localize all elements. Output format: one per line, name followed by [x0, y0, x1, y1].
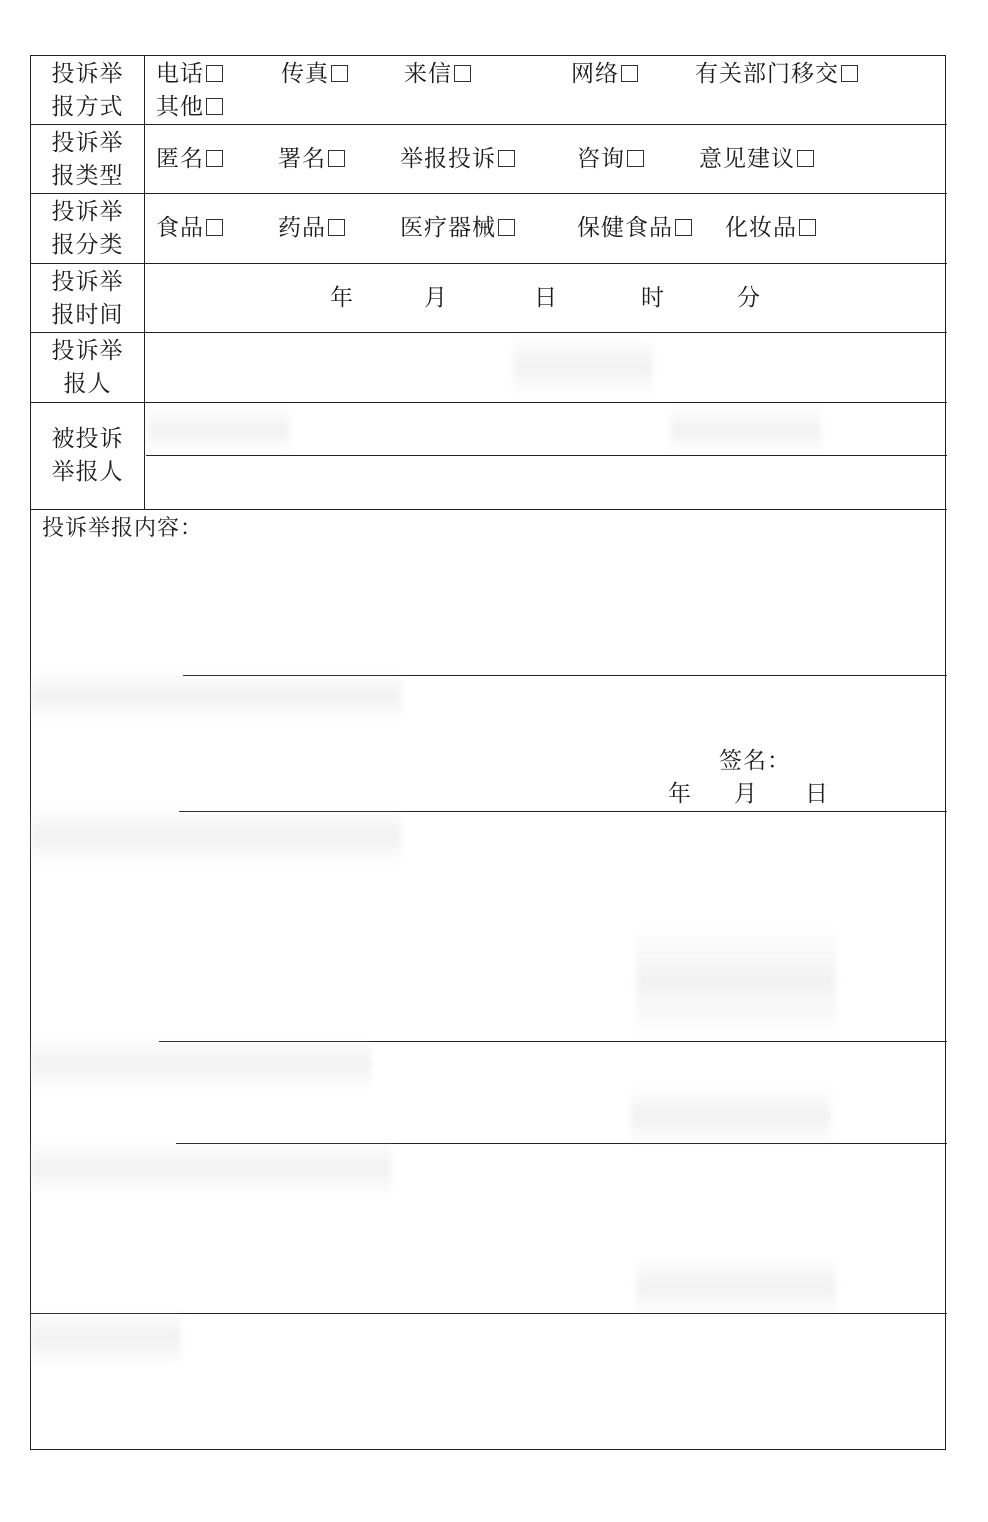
row-divider	[31, 263, 947, 264]
time-label: 投诉举 报时间	[51, 269, 124, 328]
time-unit-month: 月	[424, 285, 448, 311]
option-complaint[interactable]	[400, 144, 515, 174]
reporter-field[interactable]	[146, 334, 946, 401]
option-cosmetics[interactable]	[725, 213, 816, 243]
scan-smudge	[31, 1138, 391, 1198]
reported-label: 被投诉 举报人	[51, 426, 124, 485]
option-label: 来信	[404, 61, 452, 87]
checkbox-icon[interactable]	[206, 98, 223, 115]
option-phone[interactable]	[156, 59, 223, 89]
complaint-form	[30, 55, 946, 1450]
option-anonymous[interactable]	[156, 144, 223, 174]
option-label: 化妆品	[725, 215, 797, 241]
content-label: 投诉举报内容：	[42, 516, 204, 541]
reported-subrow-divider	[146, 455, 947, 456]
option-label: 咨询	[577, 146, 625, 172]
checkbox-icon[interactable]	[331, 65, 348, 82]
checkbox-icon[interactable]	[498, 150, 515, 167]
checkbox-icon[interactable]	[841, 65, 858, 82]
option-label: 其他	[156, 94, 204, 120]
scan-smudge	[31, 671, 401, 721]
option-drug[interactable]	[278, 213, 345, 243]
option-signed[interactable]	[278, 144, 345, 174]
checkbox-icon[interactable]	[328, 150, 345, 167]
content-section-top	[31, 509, 947, 510]
checkbox-icon[interactable]	[627, 150, 644, 167]
option-label: 意见建议	[699, 146, 795, 172]
checkbox-icon[interactable]	[206, 65, 223, 82]
option-label: 药品	[278, 215, 326, 241]
option-label: 举报投诉	[400, 146, 496, 172]
option-label: 传真	[281, 61, 329, 87]
time-unit-day: 日	[534, 285, 558, 311]
row-divider	[31, 193, 947, 194]
checkbox-icon[interactable]	[454, 65, 471, 82]
option-consultation[interactable]	[577, 144, 644, 174]
checkbox-icon[interactable]	[675, 219, 692, 236]
scan-smudge	[31, 806, 401, 866]
option-online[interactable]	[571, 59, 638, 89]
time-unit-hour: 时	[641, 285, 665, 311]
checkbox-icon[interactable]	[797, 150, 814, 167]
checkbox-icon[interactable]	[206, 219, 223, 236]
scan-smudge	[31, 1308, 181, 1368]
option-department-transfer[interactable]	[695, 59, 858, 89]
signature-label: 签名：	[719, 748, 791, 774]
option-other[interactable]	[156, 92, 223, 122]
row-divider	[31, 124, 947, 125]
option-health-food[interactable]	[577, 213, 692, 243]
checkbox-icon[interactable]	[799, 219, 816, 236]
option-letter[interactable]	[404, 59, 471, 89]
signature-date-month: 月	[734, 781, 758, 807]
time-unit-minute: 分	[737, 285, 761, 311]
scan-smudge	[636, 1256, 836, 1316]
option-fax[interactable]	[281, 59, 348, 89]
checkbox-icon[interactable]	[206, 150, 223, 167]
option-label: 有关部门移交	[695, 61, 839, 87]
scan-smudge	[636, 926, 836, 1036]
option-label: 电话	[156, 61, 204, 87]
signature-date-year: 年	[668, 781, 692, 807]
type-label: 投诉举 报类型	[51, 130, 124, 189]
category-label: 投诉举 报分类	[51, 199, 124, 258]
option-label: 网络	[571, 61, 619, 87]
checkbox-icon[interactable]	[328, 219, 345, 236]
reported-field-secondary[interactable]	[146, 457, 946, 508]
option-label: 医疗器械	[400, 215, 496, 241]
checkbox-icon[interactable]	[498, 219, 515, 236]
signature-date-day: 日	[805, 781, 829, 807]
row-divider	[31, 402, 947, 403]
option-label: 署名	[278, 146, 326, 172]
option-label: 匿名	[156, 146, 204, 172]
time-unit-year: 年	[330, 285, 354, 311]
option-food[interactable]	[156, 213, 223, 243]
checkbox-icon[interactable]	[621, 65, 638, 82]
reporter-label: 投诉举 报人	[51, 338, 124, 397]
method-label: 投诉举 报方式	[51, 61, 124, 120]
option-label: 食品	[156, 215, 204, 241]
content-field[interactable]	[33, 546, 945, 671]
option-medical-device[interactable]	[400, 213, 515, 243]
option-label: 保健食品	[577, 215, 673, 241]
row-divider	[31, 332, 947, 333]
scan-smudge	[631, 1086, 831, 1146]
reported-field[interactable]	[146, 404, 946, 454]
scan-smudge	[31, 1036, 371, 1091]
option-suggestion[interactable]	[699, 144, 814, 174]
